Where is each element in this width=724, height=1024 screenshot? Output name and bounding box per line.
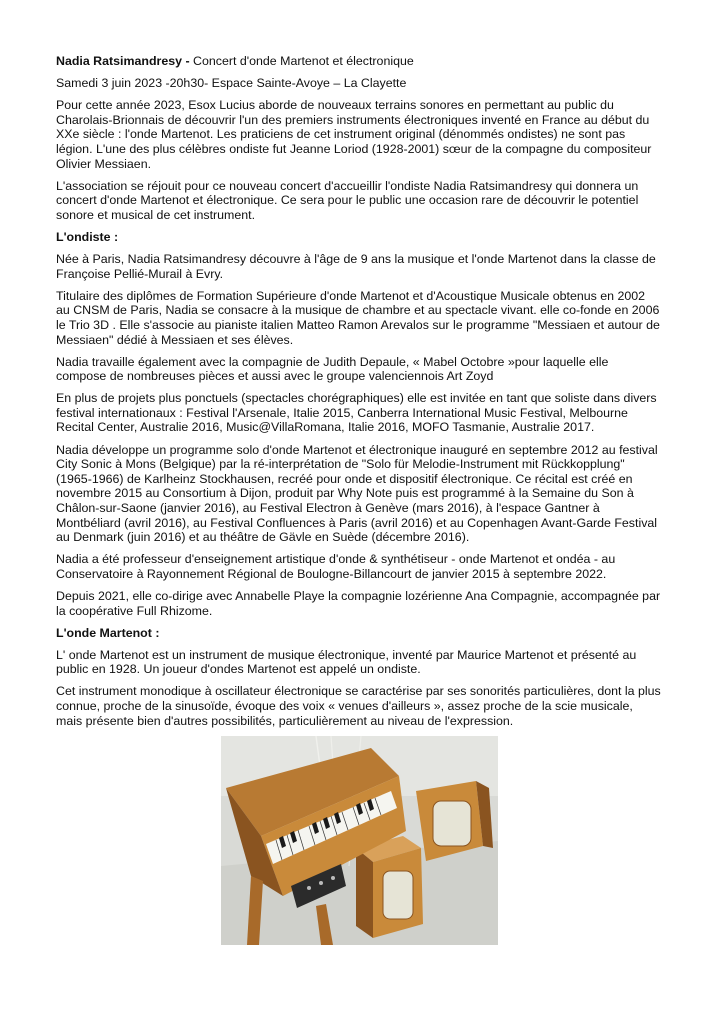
intro-paragraph-2: L'association se réjouit pour ce nouveau concert d'accueillir l'ondiste Nadia Ratsimandresy qui donnera un concert d'onde Martenot et électronique. Ce sera pour le public une occasion rare de découvrir le potentiel sonore et musical de cet instrument. (56, 178, 639, 222)
heading-ondiste: L'ondiste : (56, 229, 119, 244)
ondiste-paragraph-7: Depuis 2021, elle co-dirige avec Annabelle Playe la compagnie lozérienne Ana Compagnie, accompagnée par la coopérative Full Rhizome. (56, 588, 661, 618)
date-place: Samedi 3 juin 2023 -20h30- Espace Sainte-Avoye – La Clayette (56, 76, 407, 91)
onde-martenot-photo (221, 736, 498, 945)
ondiste-paragraph-2: Titulaire des diplômes de Formation Supérieure d'onde Martenot et d'Acoustique Musicale obtenus en 2002 au CNSM de Paris, Nadia se consacre à la musique de chambre et au spectacle vivant. elle co-fonde en 2006 le Trio 3D . Elle s'associe au pianiste italien Matteo Ramon Arevalos sur le programme "Messiaen et autour de Messiaen" dédié à Messiaen et ses élèves. (56, 288, 660, 347)
concert-title (56, 54, 662, 69)
intro-paragraph-1: Pour cette année 2023, Esox Lucius aborde de nouveaux terrains sonores en permettant au public du Charolais-Brionnais de découvrir l'un des premiers instruments électroniques inventé en France au début du XXe siècle : l'onde Martenot. Les praticiens de cet instrument original (dénommés ondistes) ne sont pas légion. L'une des plus célèbres ondiste fut Jeanne Loriod (1928-2001) sœur de la compagne du compositeur Olivier Messiaen. (56, 98, 652, 171)
instrument-photo-wrap (56, 736, 662, 945)
performer-name: Nadia Ratsimandresy - (56, 54, 190, 68)
ondiste-paragraph-5: Nadia développe un programme solo d'onde Martenot et électronique inauguré en septembre 2012 au festival City Sonic à Mons (Belgique) par la ré-interprétation de "Solo für Melodie-Instrument mit Rückkopplung" (1965-1966) de Karlheinz Stockhausen, recréé pour onde et dispositif électronique. Ce récital est créé en novembre 2015 au Consortium à Dijon, produit par Why Note puis est programmé à la Semaine du Son à Châlon-sur-Saone (janvier 2016), au Festival Electron à Genève (mars 2016), à l'espace Gantner à Montbéliard (avril 2016), au Festival Confluences à Paris (avril 2016) et au Copenhagen Avant-Garde Festival au Denmark (juin 2016) et au théâtre de Gävle en Suède (décembre 2016). (56, 442, 658, 545)
onde-paragraph-2: Cet instrument monodique à oscillateur électronique se caractérise par ses sonorités particulières, dont la plus connue, proche de la sinusoïde, évoque des voix « venues d'ailleurs », assez proche de la scie musicale, mais présente bien d'autres possibilités, particulièrement au niveau de l'expression. (56, 684, 661, 728)
heading-onde-martenot: L'onde Martenot : (56, 625, 160, 640)
ondiste-paragraph-4: En plus de projets plus ponctuels (spectacles chorégraphiques) elle est invitée en tant que soliste dans divers festival internationaux : Festival l'Arsenale, Italie 2015, Canberra International Music Festival, Melbourne Recital Center, Australie 2016, Music@VillaRomana, Italie 2016, MOFO Tasmanie, Australie 2017. (56, 391, 657, 435)
concert-name: Concert d'onde Martenot et électronique (193, 54, 414, 68)
ondiste-paragraph-3: Nadia travaille également avec la compagnie de Judith Depaule, « Mabel Octobre »pour laquelle elle compose de nombreuses pièces et aussi avec le groupe valenciennois Art Zoyd (56, 354, 609, 384)
onde-paragraph-1: L' onde Martenot est un instrument de musique électronique, inventé par Maurice Martenot et présenté au public en 1928. Un joueur d'ondes Martenot est appelé un ondiste. (56, 647, 637, 677)
ondiste-paragraph-6: Nadia a été professeur d'enseignement artistique d'onde & synthétiseur - onde Martenot et ondéa - au Conservatoire à Rayonnement Régional de Boulogne-Billancourt de janvier 2015 à septembre 2022. (56, 552, 616, 581)
ondiste-paragraph-1: Née à Paris, Nadia Ratsimandresy découvre à l'âge de 9 ans la musique et l'onde Martenot dans la classe de Françoise Pellié-Murail à Evry. (56, 252, 656, 281)
document-page (56, 54, 662, 945)
